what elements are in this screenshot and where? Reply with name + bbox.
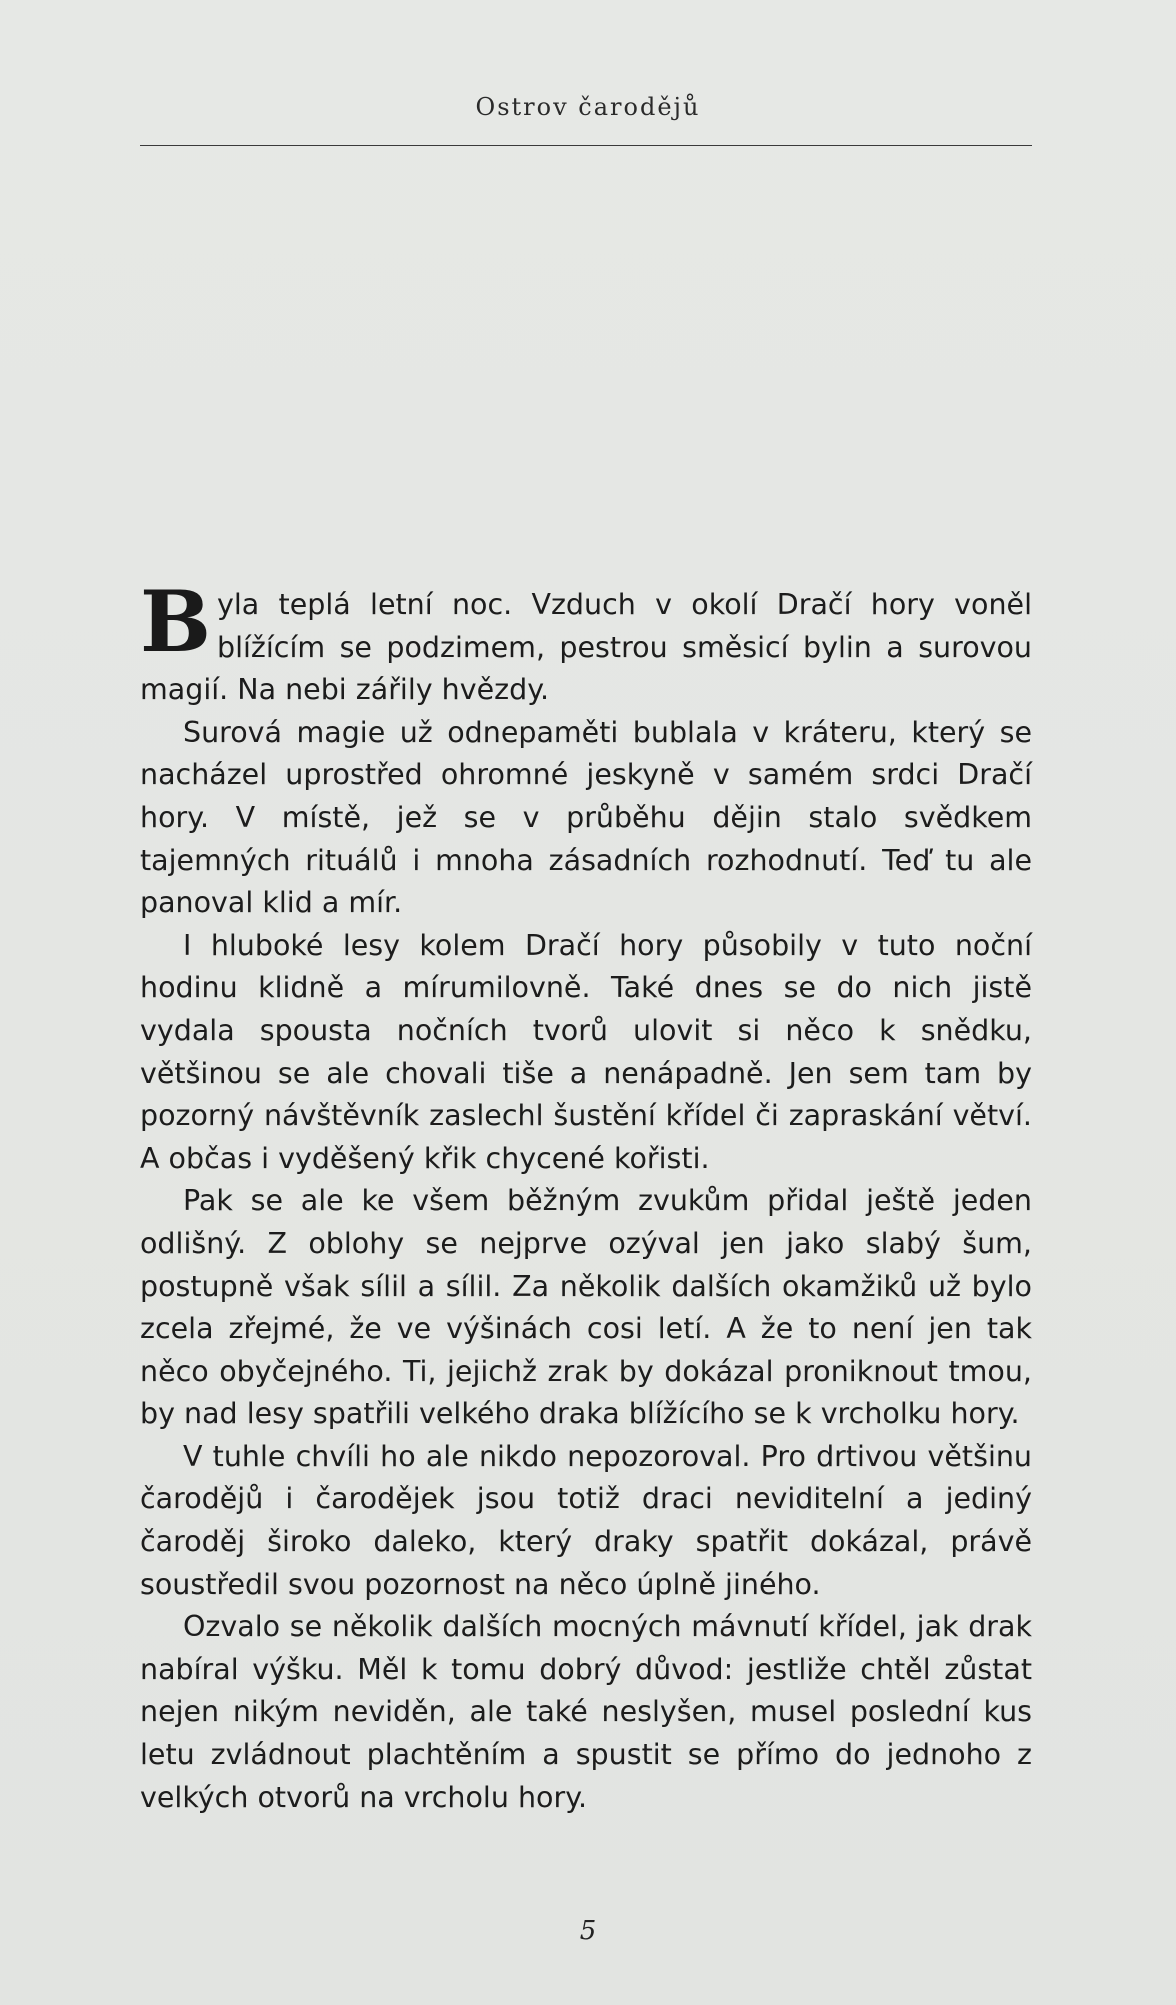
paragraph-1-text: yla teplá letní noc. Vzduch v okolí Dračí hory voněl blížícím se podzimem, pestrou směsicí bylin a surovou magií. Na nebi zářily hvězdy. [140,588,1032,707]
paragraph-2: Surová magie už odnepaměti bublala v kráteru, který se nacházel uprostřed ohromné jeskyně v samém srdci Dračí hory. V místě, jež se v průběhu dějin stalo svědkem tajemných rituálů i mnoha zásadních rozhodnutí. Teď tu ale panoval klid a mír. [140,715,1032,920]
chapter-text [140,572,1032,1819]
paragraph-3: I hluboké lesy kolem Dračí hory působily v tuto noční hodinu klidně a mírumilovně. Také dnes se do nich jistě vydala spousta nočních tvorů ulovit si něco k snědku, většinou se ale chovali tiše a nenápadně. Jen sem tam by pozorný návštěvník zaslechl šustění křídel či zapraskání větví. A občas i vyděšený křik chycené kořisti. [140,928,1032,1175]
paragraph-5: V tuhle chvíli ho ale nikdo nepozoroval. Pro drtivou většinu čarodějů i čarodějek jsou totiž draci neviditelní a jediný čaroděj široko daleko, který draky spatřit dokázal, právě soustředil svou pozornost na něco úplně jiného. [140,1439,1032,1601]
drop-cap: B [140,572,211,671]
paragraph-4: Pak se ale ke všem běžným zvukům přidal ještě jeden odlišný. Z oblohy se nejprve ozýval jen jako slabý šum, postupně však sílil a sílil. Za několik dalších okamžiků už bylo zcela zřejmé, že ve výšinách cosi letí. A že to není jen tak něco obyčejného. Ti, jejichž zrak by dokázal proniknout tmou, by nad lesy spatřili velkého draka blížícího se k vrcholku hory. [140,1184,1032,1431]
paragraph-6: Ozvalo se několik dalších mocných mávnutí křídel, jak drak nabíral výšku. Měl k tomu dobrý důvod: jestliže chtěl zůstat nejen nikým neviděn, ale také neslyšen, musel poslední kus letu zvládnout plachtěním a spustit se přímo do jednoho z velkých otvorů na vrcholu hory. [140,1610,1032,1814]
paragraph-1 [140,572,1032,712]
header-rule [140,145,1032,146]
page-number: 5 [579,1916,597,1946]
running-head-title: Ostrov čarodějů [475,93,701,121]
